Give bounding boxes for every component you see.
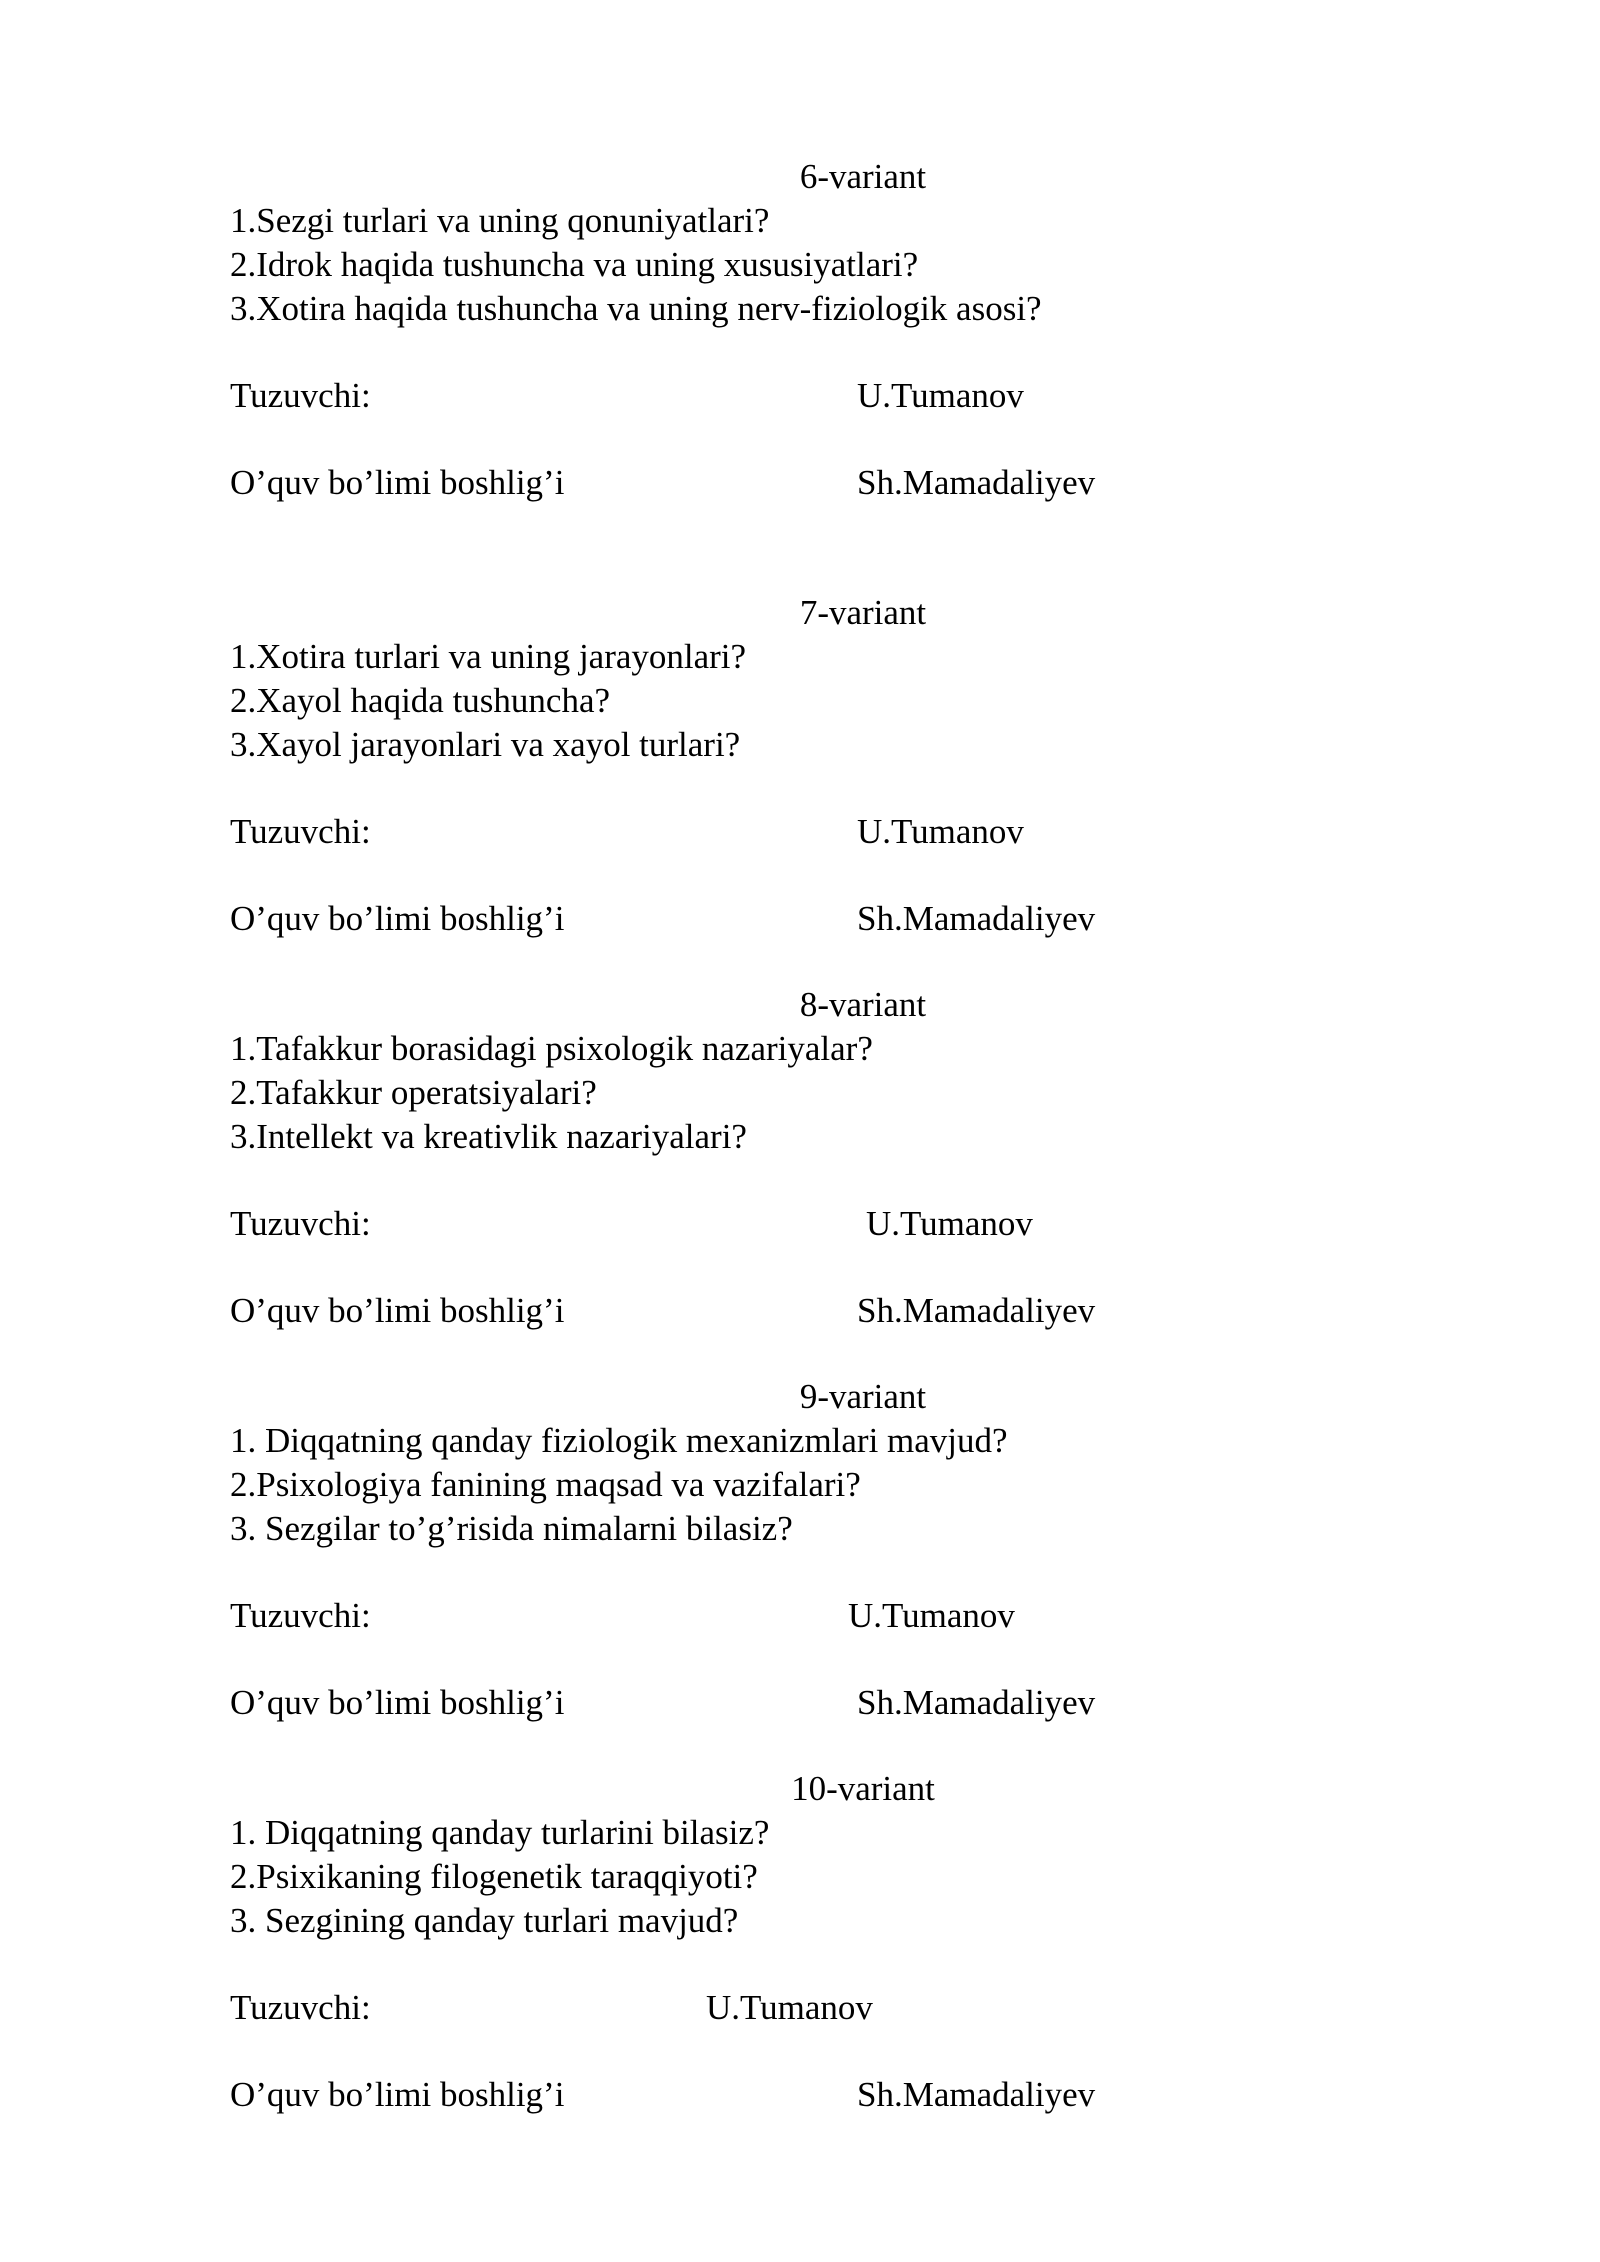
head-name: Sh.Mamadaliyev (857, 1291, 1096, 1330)
author-label: Tuzuvchi: (230, 1988, 371, 2027)
question-item: 1. Diqqatning qanday turlarini bilasiz? (230, 1813, 770, 1852)
author-label: Tuzuvchi: (230, 1596, 371, 1635)
variant-title: 7-variant (799, 593, 927, 632)
head-name: Sh.Mamadaliyev (857, 2075, 1096, 2114)
author-name: U.Tumanov (848, 1596, 1015, 1635)
head-label: O’quv bo’limi boshlig’i (230, 2075, 565, 2114)
head-label: O’quv bo’limi boshlig’i (230, 1683, 565, 1722)
question-item: 1. Diqqatning qanday fiziologik mexanizmlari mavjud? (230, 1421, 1008, 1460)
head-name: Sh.Mamadaliyev (857, 463, 1096, 502)
question-item: 3.Intellekt va kreativlik nazariyalari? (230, 1117, 747, 1156)
author-label: Tuzuvchi: (230, 1204, 371, 1243)
question-item: 1.Sezgi turlari va uning qonuniyatlari? (230, 201, 770, 240)
question-item: 3. Sezgilar to’g’risida nimalarni bilasiz? (230, 1509, 793, 1548)
author-label: Tuzuvchi: (230, 376, 371, 415)
author-name: U.Tumanov (866, 1204, 1033, 1243)
question-item: 2.Xayol haqida tushuncha? (230, 681, 611, 720)
question-item: 2.Idrok haqida tushuncha va uning xususiyatlari? (230, 245, 919, 284)
question-item: 3. Sezgining qanday turlari mavjud? (230, 1901, 739, 1940)
author-name: U.Tumanov (857, 812, 1024, 851)
question-item: 2.Psixologiya fanining maqsad va vazifalari? (230, 1465, 861, 1504)
head-name: Sh.Mamadaliyev (857, 899, 1096, 938)
head-label: O’quv bo’limi boshlig’i (230, 463, 565, 502)
question-item: 3.Xotira haqida tushuncha va uning nerv-fiziologik asosi? (230, 289, 1042, 328)
question-item: 1.Xotira turlari va uning jarayonlari? (230, 637, 747, 676)
author-name: U.Tumanov (857, 376, 1024, 415)
question-item: 3.Xayol jarayonlari va xayol turlari? (230, 725, 741, 764)
question-item: 2.Psixikaning filogenetik taraqqiyoti? (230, 1857, 758, 1896)
variant-title: 8-variant (799, 985, 927, 1024)
head-name: Sh.Mamadaliyev (857, 1683, 1096, 1722)
question-item: 2.Tafakkur operatsiyalari? (230, 1073, 597, 1112)
head-label: O’quv bo’limi boshlig’i (230, 899, 565, 938)
head-label: O’quv bo’limi boshlig’i (230, 1291, 565, 1330)
variant-title: 10-variant (791, 1769, 935, 1808)
question-item: 1.Tafakkur borasidagi psixologik nazariyalar? (230, 1029, 873, 1068)
author-name: U.Tumanov (706, 1988, 873, 2027)
variant-title: 6-variant (799, 157, 927, 196)
variant-title: 9-variant (799, 1377, 927, 1416)
author-label: Tuzuvchi: (230, 812, 371, 851)
